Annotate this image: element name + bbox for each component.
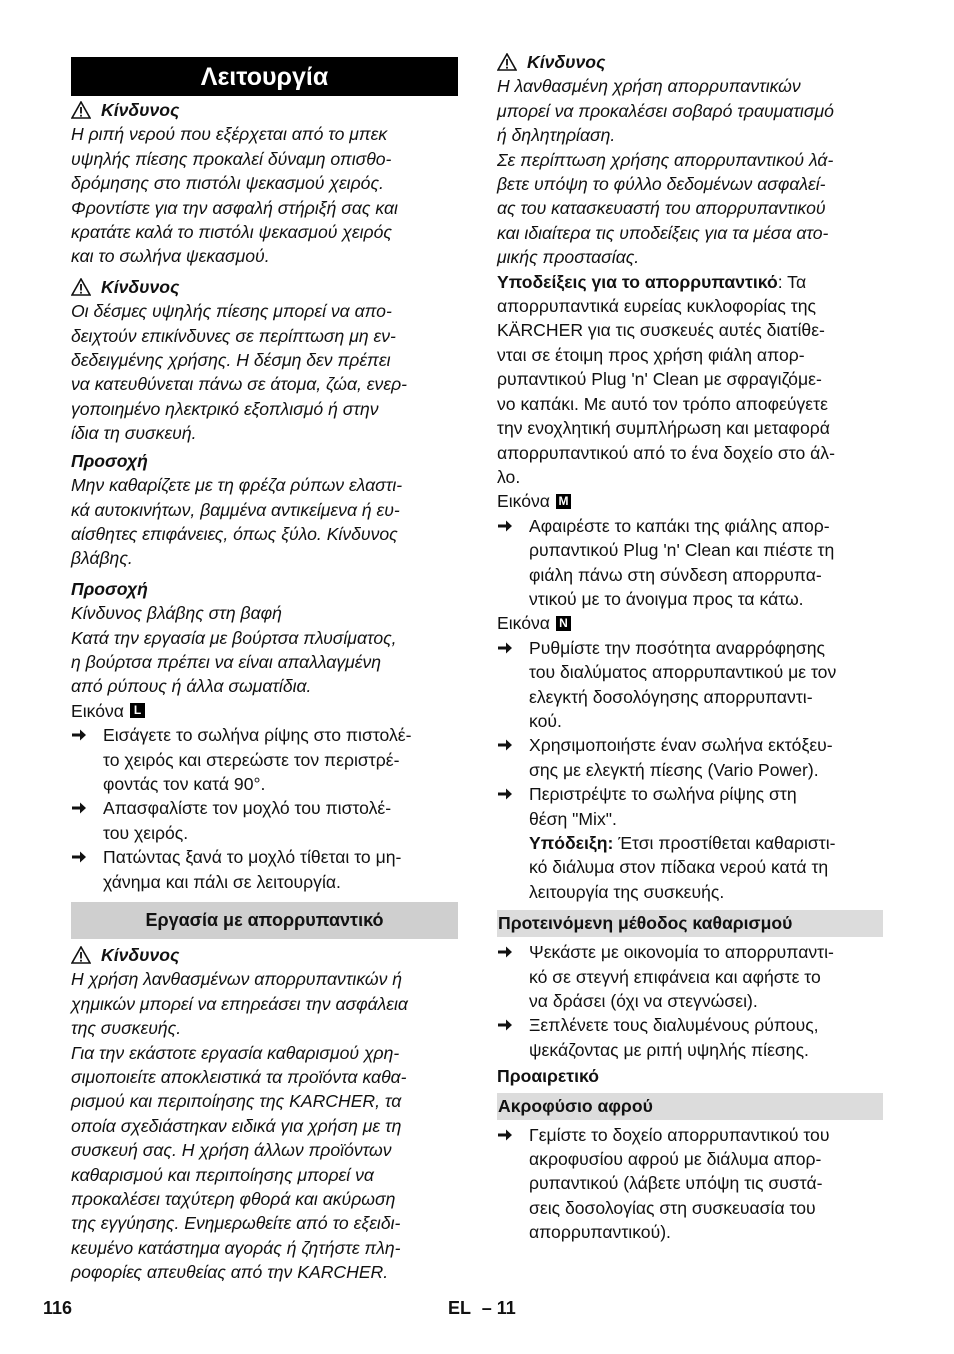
warning-triangle-icon bbox=[71, 946, 91, 964]
text-line: Κίνδυνος βλάβης στη βαφή bbox=[71, 603, 282, 624]
step-text-line: Ψεκάστε με οικονομία το απορρυπαντι- bbox=[529, 942, 834, 963]
text-line: Η ριπή νερού που εξέρχεται από το μπεκ bbox=[71, 124, 388, 145]
step-text-line: του διαλύματος απορρυπαντικού με τον bbox=[529, 662, 837, 683]
text-line: απορρυπαντικού από το ένα δοχείο στο άλ- bbox=[497, 442, 835, 463]
text-line: ίδια τη συσκευή. bbox=[71, 423, 197, 444]
step-list-n bbox=[497, 636, 883, 831]
text-line: της εγγύησης. Ενημερωθείτε από το εξειδι- bbox=[71, 1213, 401, 1234]
arrow-right-icon bbox=[497, 733, 529, 782]
text-line: κό διάλυμα στον πίδακα νερού κατά τη bbox=[529, 857, 829, 878]
step-list-foam bbox=[497, 1123, 883, 1245]
text-line: λο. bbox=[497, 466, 521, 487]
text-line: γοποιημένο ηλεκτρικό εξοπλισμό ή στην bbox=[71, 398, 379, 419]
text-line: KÄRCHER για τις συσκευές αυτές διατίθε- bbox=[497, 320, 825, 341]
arrow-right-icon bbox=[497, 1013, 529, 1062]
text-line: βετε υπόψη το φύλλο δεδομένων ασφαλεί- bbox=[497, 174, 826, 195]
step-text-line: του χειρός. bbox=[103, 822, 189, 843]
danger-heading-right: Κίνδυνος bbox=[497, 50, 883, 74]
instruction-step bbox=[497, 514, 883, 612]
caution-text-1 bbox=[71, 473, 458, 571]
text-line: Κατά την εργασία με βούρτσα πλυσίματος, bbox=[71, 627, 397, 648]
step-text-line: θέση "Mix". bbox=[529, 808, 617, 829]
text-line: να κατευθύνεται πάνω σε άτομα, ζώα, ενερ- bbox=[71, 374, 407, 395]
arrow-right-icon bbox=[497, 1123, 529, 1245]
figure-letter-badge: L bbox=[130, 703, 145, 718]
step-text-line: κού. bbox=[529, 710, 562, 731]
text-line: Η χρήση λανθασμένων απορρυπαντικών ή bbox=[71, 969, 403, 990]
step-text-line: απορρυπαντικού). bbox=[529, 1222, 671, 1243]
text-line: δεδειγμένης χρήσης. Η δέσμη δεν πρέπει bbox=[71, 350, 391, 371]
arrow-right-icon bbox=[71, 845, 103, 894]
text-line: Η λανθασμένη χρήση απορρυπαντικών bbox=[497, 76, 801, 97]
optional-heading: Προαιρετικό bbox=[497, 1066, 599, 1087]
text-line: δειχτούν επικίνδυνες σε περίπτωση μη εν- bbox=[71, 325, 396, 346]
danger-heading-3: Κίνδυνος bbox=[71, 943, 458, 967]
text-line: μικής προστασίας. bbox=[497, 247, 640, 268]
arrow-right-icon bbox=[497, 636, 529, 734]
instruction-step bbox=[497, 1013, 883, 1062]
text-line: ή δηλητηρίαση. bbox=[497, 125, 616, 146]
instruction-step bbox=[497, 733, 883, 782]
section-title-operation: Λειτουργία bbox=[71, 57, 458, 96]
step-text-line: ελεγκτή δοσολόγησης απορρυπαντι- bbox=[529, 686, 813, 707]
detergent-tips-text bbox=[497, 294, 883, 489]
caution-heading-2: Προσοχή bbox=[71, 578, 148, 599]
step-text-line: κό σε στεγνή επιφάνεια και αφήστε το bbox=[529, 966, 821, 987]
text-line: ρυπαντικού Plug 'n' Clean με σφραγιζόμε- bbox=[497, 369, 822, 390]
text-line: Φροντίστε για την ασφαλή στήριξή σας και bbox=[71, 197, 398, 218]
section-title-method: Προτεινόμενη μέθοδος καθαρισμού bbox=[497, 910, 883, 937]
text-line: κρατάτε καλά το πιστόλι ψεκασμού χειρός bbox=[71, 222, 392, 243]
warning-triangle-icon bbox=[71, 278, 91, 296]
step-text-line: Ξεπλένετε τους διαλυμένους ρύπους, bbox=[529, 1015, 819, 1036]
instruction-step bbox=[71, 845, 458, 894]
figure-ref-l: Εικόνα L bbox=[71, 699, 458, 723]
text-line: νται σε έτοιμη προς χρήση φιάλη απορ- bbox=[497, 344, 805, 365]
left-column bbox=[71, 57, 458, 1285]
arrow-right-icon bbox=[497, 782, 529, 831]
figure-ref-m: Εικόνα M bbox=[497, 489, 883, 513]
step-text-line: το χειρός και στερεώστε τον περιστρέ- bbox=[103, 749, 400, 770]
text-line: Μην καθαρίζετε με τη φρέζα ρύπων ελαστι- bbox=[71, 475, 403, 496]
instruction-step bbox=[71, 723, 458, 796]
text-line: απορρυπαντικά ευρείας κυκλοφορίας της bbox=[497, 296, 816, 317]
warning-triangle-icon bbox=[497, 53, 517, 71]
text-line: Σε περίπτωση χρήσης απορρυπαντικού λά- bbox=[497, 149, 834, 170]
text-line: λειτουργία της συσκευής. bbox=[529, 881, 725, 902]
step-text-line: ντικού με το άνοιγμα προς τα κάτω. bbox=[529, 588, 804, 609]
instruction-step bbox=[71, 796, 458, 845]
text-line: προκαλέσει ταχύτερη φθορά και ακύρωση bbox=[71, 1189, 396, 1210]
step-text-line: σεις δοσολογίας στη συσκευασία του bbox=[529, 1197, 816, 1218]
text-line: συσκευή σας. Η χρήση άλλων προϊόντων bbox=[71, 1140, 392, 1161]
text-line: την ενοχλητική συμπλήρωση και μεταφορά bbox=[497, 418, 830, 439]
step-text-line: χάνημα και πάλι σε λειτουργία. bbox=[103, 871, 341, 892]
text-line: δρόμησης στο πιστόλι ψεκασμού χειρός. bbox=[71, 173, 384, 194]
figure-letter-badge: M bbox=[556, 494, 571, 509]
detergent-tips-first-line: Υποδείξεις για το απορρυπαντικό: Τα bbox=[497, 271, 807, 292]
danger-text-2 bbox=[71, 299, 458, 445]
instruction-step bbox=[497, 940, 883, 1013]
danger-text-1 bbox=[71, 122, 458, 268]
step-text-line: Ρυθμίστε την ποσότητα αναρρόφησης bbox=[529, 637, 825, 658]
text-line: οποία σχεδιάστηκαν ειδικά για χρήση με τη bbox=[71, 1115, 402, 1136]
step-text-line: φοντάς τον κατά 90°. bbox=[103, 773, 266, 794]
instruction-step bbox=[497, 1123, 883, 1245]
arrow-right-icon bbox=[497, 940, 529, 1013]
text-line: βλάβης. bbox=[71, 548, 133, 569]
text-line: Οι δέσμες υψηλής πίεσης μπορεί να απο- bbox=[71, 301, 392, 322]
step-text-line: Απασφαλίστε τον μοχλό του πιστολέ- bbox=[103, 798, 392, 819]
note-text bbox=[529, 855, 883, 904]
step-text-line: Πατώντας ξανά το μοχλό τίθεται το μη- bbox=[103, 847, 402, 868]
text-line: κευμένο κατάστημα αγοράς ή ζητήστε πλη- bbox=[71, 1237, 401, 1258]
right-column bbox=[497, 50, 883, 1245]
instruction-step bbox=[497, 636, 883, 734]
danger-heading-2: Κίνδυνος bbox=[71, 275, 458, 299]
page-number: 116 bbox=[43, 1298, 73, 1318]
text-line: κά αυτοκινήτων, βαμμένα αντικείμενα ή ευ- bbox=[71, 499, 400, 520]
caution-heading-1: Προσοχή bbox=[71, 450, 148, 471]
step-text-line: σης με ελεγκτή πίεσης (Vario Power). bbox=[529, 759, 819, 780]
figure-letter-badge: N bbox=[556, 616, 571, 631]
text-line: Για την εκάστοτε εργασία καθαρισμού χρη- bbox=[71, 1042, 400, 1063]
step-list-left bbox=[71, 723, 458, 894]
figure-ref-n: Εικόνα N bbox=[497, 611, 883, 635]
step-text-line: Περιστρέψτε το σωλήνα ρίψης στη bbox=[529, 784, 797, 805]
section-title-detergent: Εργασία με απορρυπαντικό bbox=[71, 902, 458, 939]
section-title-foam: Ακροφύσιο αφρού bbox=[497, 1093, 883, 1120]
text-line: από ρύπους ή άλλα σωματίδια. bbox=[71, 676, 312, 697]
step-text-line: ακροφυσίου αφρού με διάλυμα απορ- bbox=[529, 1149, 822, 1170]
text-line: ας του κατασκευαστή του απορρυπαντικού bbox=[497, 198, 826, 219]
text-line: ρισμού και περιποίησης της KARCHER, τα bbox=[71, 1091, 402, 1112]
page-code: EL – 11 bbox=[448, 1298, 516, 1318]
note-block: Υπόδειξη: Έτσι προστίθεται καθαριστι- κό διάλυμα στον πίδακα νερού κατά τη λειτουργία της συσκευής. bbox=[497, 831, 883, 904]
danger-heading-1: Κίνδυνος bbox=[71, 98, 458, 122]
step-text-line: Αφαιρέστε το καπάκι της φιάλης απορ- bbox=[529, 515, 830, 536]
text-line: η βούρτσα πρέπει να είναι απαλλαγμένη bbox=[71, 651, 382, 672]
step-text-line: Χρησιμοποιήστε έναν σωλήνα εκτόξευ- bbox=[529, 735, 833, 756]
step-text-line: ρυπαντικού Plug 'n' Clean και πιέστε τη bbox=[529, 540, 835, 561]
danger-text-3 bbox=[71, 967, 458, 1284]
arrow-right-icon bbox=[71, 723, 103, 796]
step-text-line: να δράσει (όχι να στεγνώσει). bbox=[529, 991, 758, 1012]
text-line: ροφορίες απευθείας από την KARCHER. bbox=[71, 1262, 389, 1283]
text-line: αίσθητες επιφάνειες, όπως ξύλο. Κίνδυνος bbox=[71, 523, 398, 544]
text-line: σιμοποιείτε αποκλειστικά τα προϊόντα καθα- bbox=[71, 1067, 407, 1088]
text-line: υψηλής πίεσης προκαλεί δύναμη οπισθο- bbox=[71, 148, 392, 169]
text-line: και το σωλήνα ψεκασμού. bbox=[71, 246, 270, 267]
text-line: νο καπάκι. Με αυτό τον τρόπο αποφεύγετε bbox=[497, 393, 828, 414]
text-line: της συσκευής. bbox=[71, 1018, 182, 1039]
text-line: μπορεί να προκαλέσει σοβαρό τραυματισμό bbox=[497, 100, 834, 121]
arrow-right-icon bbox=[71, 796, 103, 845]
step-text-line: ψεκάζοντας με ριπή υψηλής πίεσης. bbox=[529, 1039, 809, 1060]
step-list-method bbox=[497, 940, 883, 1062]
step-text-line: Γεμίστε το δοχείο απορρυπαντικού του bbox=[529, 1124, 830, 1145]
caution-text-2 bbox=[71, 601, 458, 699]
warning-triangle-icon bbox=[71, 101, 91, 119]
instruction-step bbox=[497, 782, 883, 831]
danger-text-right bbox=[497, 74, 883, 269]
arrow-right-icon bbox=[497, 514, 529, 612]
text-line: χημικών μπορεί να επηρεάσει την ασφάλεια bbox=[71, 993, 408, 1014]
step-text-line: φιάλη πάνω στη σύνδεση απορρυπα- bbox=[529, 564, 822, 585]
text-line: και ιδιαίτερα τις υποδείξεις για τα μέσα ατο- bbox=[497, 222, 829, 243]
step-text-line: ρυπαντικού (λάβετε υπόψη τις συστά- bbox=[529, 1173, 823, 1194]
step-list-m bbox=[497, 514, 883, 612]
text-line: καθαρισμού και περιποίησης μπορεί να bbox=[71, 1164, 374, 1185]
step-text-line: Εισάγετε το σωλήνα ρίψης στο πιστολέ- bbox=[103, 725, 412, 746]
